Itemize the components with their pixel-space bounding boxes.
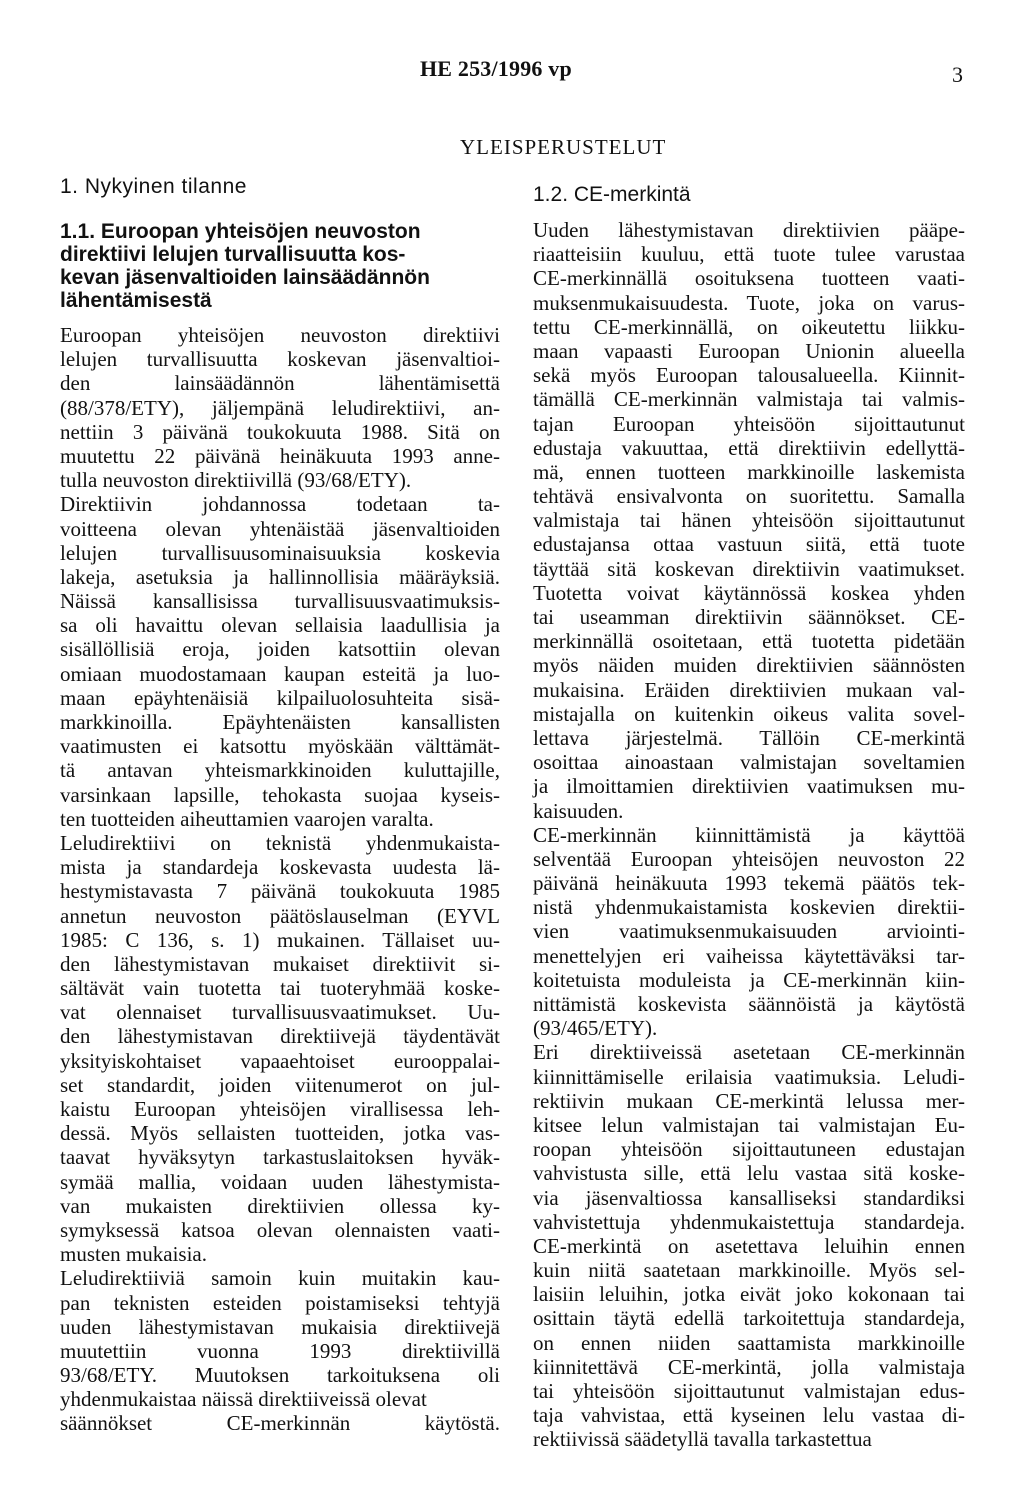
text-line: set standardit, joiden viitenumerot on jul-	[60, 1072, 500, 1097]
text-line: valmistaja tai hänen yhteisöön sijoittautunut	[533, 508, 965, 533]
text-line: yhdenmukaistaa näissä direktiiveissä olevat	[60, 1387, 427, 1412]
text-line: Eri direktiiveissä asetetaan CE-merkinnän	[533, 1040, 965, 1065]
text-line: Leludirektiiviä samoin kuin muitakin kau-	[60, 1266, 500, 1291]
text-line: selventää Euroopan yhteisöjen neuvoston 22	[533, 846, 965, 871]
text-line: tai useamman direktiivin säännökset. CE-	[533, 605, 965, 629]
text-line: menettelyjen eri vaiheissa käytettäväksi tar-	[533, 943, 965, 968]
text-line: tai yhteisöön sijoittautunut valmistajan edus-	[533, 1379, 965, 1403]
text-line: via jäsenvaltiossa kansalliseksi standardiksi	[533, 1185, 965, 1210]
heading-ce-marking: 1.2. CE-merkintä	[533, 183, 691, 206]
text-line: maan vapaasti Euroopan Unionin alueella	[533, 338, 965, 363]
text-line: lelujen turvallisuusominaisuuksia koskevia	[60, 540, 500, 565]
text-line: edustajansa ottaa vastuun siitä, että tuote	[533, 532, 965, 557]
text-line: on ennen niiden saattamista markkinoille	[533, 1330, 965, 1355]
text-line: kuin niitä saatetaan markkinoille. Myös sel-	[533, 1258, 965, 1283]
text-line: omiaan muodostamaan kaupan esteitä ja luo-	[60, 661, 500, 686]
text-line: sa oli havaittu olevan sellaisia laadullisia ja	[60, 613, 500, 638]
heading-line: direktiivi lelujen turvallisuutta kos-	[60, 243, 406, 266]
left-column-text	[60, 323, 500, 1436]
text-line: dessä. Myös sellaisten tuotteiden, jotka vas-	[60, 1121, 500, 1146]
text-line: CE-merkintä on asetettava leluihin ennen	[533, 1233, 965, 1258]
text-line: mista ja standardeja koskevasta uudesta lä-	[60, 855, 500, 880]
text-line: sisällöllisiä eroja, joiden katsottiin olevan	[60, 637, 500, 662]
text-line: annetun neuvoston päätöslauselman (EYVL	[60, 903, 500, 928]
text-line: sältävät vain tuotetta tai tuoteryhmää koske-	[60, 976, 500, 1001]
text-line: 93/68/ETY. Muutoksen tarkoituksena oli	[60, 1363, 500, 1388]
text-line: vat olennaiset turvallisuusvaatimukset. Uu-	[60, 1000, 500, 1025]
text-line: mukaisina. Eräiden direktiivien mukaan val-	[533, 677, 965, 702]
text-line: roopan yhteisöön sijoittautuneen edustajan	[533, 1137, 965, 1162]
text-line: mä, ennen tuotteen markkinoille laskemista	[533, 459, 965, 484]
heading-line: lähentämisestä	[60, 289, 212, 312]
text-line: ten tuotteiden aiheuttamien vaarojen varalta.	[60, 806, 434, 831]
text-line: symää mallia, voidaan uuden lähestymista-	[60, 1169, 500, 1194]
text-line: Direktiivin johdannossa todetaan ta-	[60, 492, 500, 517]
text-line: (88/378/ETY), jäljempänä leludirektiivi, an-	[60, 395, 500, 420]
section-heading: YLEISPERUSTELUT	[460, 135, 667, 159]
heading-line: kevan jäsenvaltioiden lainsäädännön	[60, 266, 430, 289]
text-line: 1985: C 136, s. 1) mukainen. Tällaiset uu-	[60, 927, 500, 952]
text-line: kaistu Euroopan yhteisöjen virallisessa leh-	[60, 1097, 500, 1121]
text-line: Euroopan yhteisöjen neuvoston direktiivi	[60, 323, 500, 347]
text-line: myös näiden muiden direktiivien säännösten	[533, 653, 965, 678]
text-line: muutettiin vuonna 1993 direktiivillä	[60, 1338, 500, 1363]
text-line: laisiin leluihin, jotka eivät joko kokonaan tai	[533, 1282, 965, 1307]
text-line: maan epäyhtenäisiä kilpailuolosuhteita sisä-	[60, 685, 500, 710]
text-line: päivänä heinäkuuta 1993 tekemä päätös tek-	[533, 871, 965, 896]
text-line: pan teknisten esteiden poistamiseksi tehtyjä	[60, 1290, 500, 1315]
text-line: tämällä CE-merkinnän valmistaja tai valmis-	[533, 387, 965, 412]
text-line: Tuotetta voivat käytännössä koskea yhden	[533, 580, 965, 605]
text-line: lettava järjestelmä. Tällöin CE-merkintä	[533, 725, 965, 750]
text-line: yksityiskohtaiset vapaaehtoiset eurooppalai-	[60, 1048, 500, 1073]
text-line: den lähestymistavan direktiivejä täydentävät	[60, 1024, 500, 1049]
text-line: vahvistusta sille, että lelu vastaa sitä koske-	[533, 1161, 965, 1186]
text-line: uuden lähestymistavan mukaisia direktiivejä	[60, 1314, 500, 1339]
right-column-text	[533, 218, 965, 1452]
text-line: tä antavan yhteismarkkinoiden kuluttajille,	[60, 758, 500, 783]
text-line: nistä yhdenmukaistamista koskevien direktii-	[533, 895, 965, 920]
text-line: lakeja, asetuksia ja hallinnollisia määräyksiä.	[60, 564, 500, 589]
text-line: vien vaatimuksenmukaisuuden arviointi-	[533, 919, 965, 944]
text-line: kiinnittämiselle erilaisia vaatimuksia. Leludi-	[533, 1064, 965, 1089]
text-line: taavat hyväksytyn tarkastuslaitoksen hyväk-	[60, 1145, 500, 1170]
text-line: tajan Euroopan yhteisöön sijoittautunut	[533, 411, 965, 436]
text-line: markkinoilla. Epäyhtenäisten kansallisten	[60, 710, 500, 734]
text-line: Leludirektiivi on teknistä yhdenmukaista-	[60, 830, 500, 855]
heading-line: 1.1. Euroopan yhteisöjen neuvoston	[60, 220, 421, 243]
text-line: van mukaisten direktiivien ollessa ky-	[60, 1193, 500, 1218]
text-line: Näissä kansallisissa turvallisuusvaatimuksis-	[60, 589, 500, 614]
text-line: vahvistettuja yhdenmukaistettuja standardeja.	[533, 1209, 965, 1234]
text-line: rektiivissä säädetyllä tavalla tarkastettua	[533, 1427, 872, 1452]
text-line: nittämistä koskevista säännöistä ja käytöstä	[533, 992, 965, 1016]
text-line: CE-merkinnän kiinnittämistä ja käyttöä	[533, 822, 965, 847]
page-number: 3	[952, 62, 963, 87]
text-line: ja ilmoittamien direktiivien vaatimuksen mu-	[533, 774, 965, 799]
text-line: Uuden lähestymistavan direktiivien pääpe-	[533, 218, 965, 242]
text-line: CE-merkinnällä osoituksena tuotteen vaati-	[533, 266, 965, 291]
text-line: varsinkaan lapsille, tehokasta suojaa kyseis-	[60, 782, 500, 807]
text-line: den lainsäädännön lähentämisettä	[60, 371, 500, 396]
text-line: tettu CE-merkinnällä, on oikeutettu liikku-	[533, 314, 965, 339]
text-line: edustaja vakuuttaa, että direktiivin edellyttä-	[533, 435, 965, 460]
text-line: sekä myös Euroopan talousalueella. Kiinnit-	[533, 363, 965, 388]
text-line: musten mukaisia.	[60, 1242, 207, 1267]
text-line: tulla neuvoston direktiivillä (93/68/ETY).	[60, 468, 412, 493]
text-line: täyttää sitä koskevan direktiivin vaatimukset.	[533, 556, 965, 581]
text-line: vaatimusten ei katsottu myöskään välttämät-	[60, 734, 500, 759]
text-line: nettiin 3 päivänä toukokuuta 1988. Sitä on	[60, 419, 500, 444]
text-line: rektiivin mukaan CE-merkintä lelussa mer-	[533, 1088, 965, 1113]
text-line: kiinnitettävä CE-merkintä, jolla valmistaja	[533, 1354, 965, 1379]
text-line: (93/465/ETY).	[533, 1016, 658, 1041]
text-line: mistajalla on kuitenkin oikeus valita sovel-	[533, 701, 965, 726]
heading-toy-directive	[60, 220, 480, 312]
text-line: den lähestymistavan mukaiset direktiivit si-	[60, 951, 500, 976]
text-line: säännökset CE-merkinnän käytöstä.	[60, 1411, 500, 1436]
text-line: hestymistavasta 7 päivänä toukokuuta 1985	[60, 879, 500, 904]
text-line: muksenmukaisuudesta. Tuote, joka on varus-	[533, 290, 965, 315]
text-line: riaatteisiin kuuluu, että tuote tulee varustaa	[533, 242, 965, 267]
text-line: tehtävä ensivalvonta on suoritettu. Samalla	[533, 484, 965, 509]
document-id: HE 253/1996 vp	[420, 56, 572, 81]
text-line: lelujen turvallisuutta koskevan jäsenvaltioi-	[60, 347, 500, 372]
text-line: osoittaa ainoastaan valmistajan soveltamien	[533, 750, 965, 775]
text-line: kitsee lelun valmistajan tai valmistajan Eu-	[533, 1112, 965, 1137]
heading-current-situation: 1. Nykyinen tilanne	[60, 175, 247, 198]
text-line: merkinnällä osoitetaan, että tuotetta pidetään	[533, 629, 965, 654]
text-line: osittain täytä edellä tarkoitettuja standardeja,	[533, 1306, 965, 1331]
text-line: muutettu 22 päivänä heinäkuuta 1993 anne-	[60, 443, 500, 468]
text-line: symyksessä katsoa olevan olennaisten vaati-	[60, 1217, 500, 1242]
text-line: taja vahvistaa, että kyseinen lelu vastaa di-	[533, 1403, 965, 1428]
text-line: voitteena olevan yhtenäistää jäsenvaltioiden	[60, 516, 500, 541]
text-line: koitetuista moduleista ja CE-merkinnän kiin-	[533, 967, 965, 992]
text-line: kaisuuden.	[533, 798, 624, 823]
